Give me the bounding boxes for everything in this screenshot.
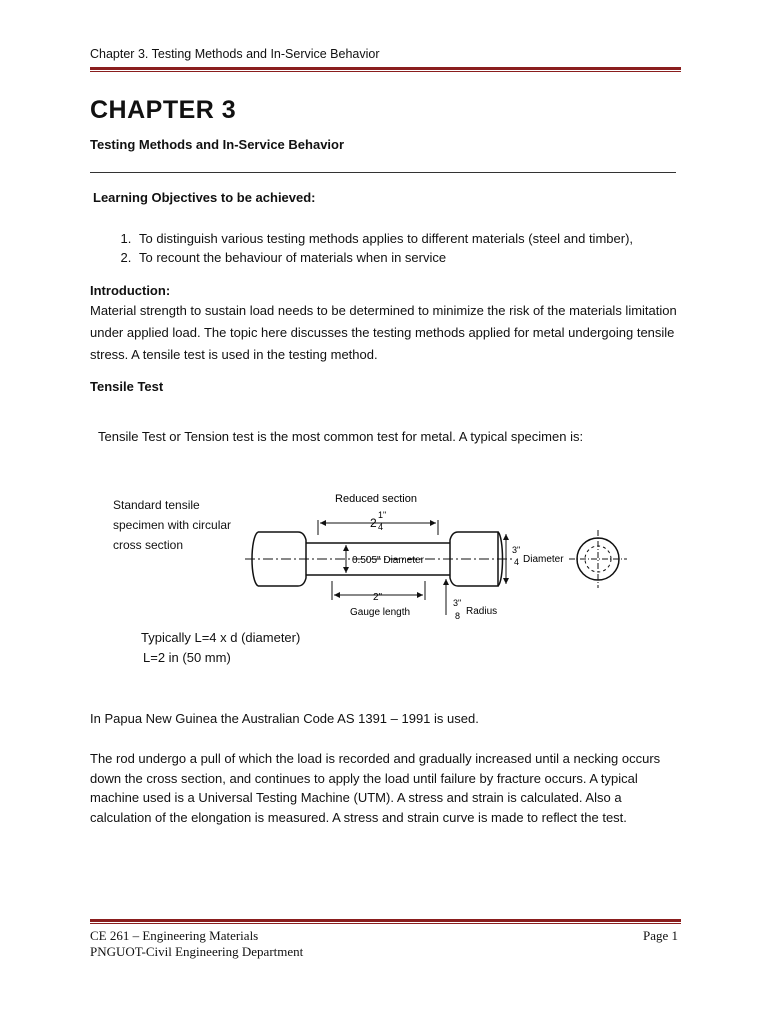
chapter-title: CHAPTER 3 [90, 96, 237, 124]
footer-rule-thin [90, 923, 681, 924]
end-diameter-num: 3" [512, 545, 521, 555]
tensile-specimen-diagram [240, 485, 630, 625]
objective-item: 1. To distinguish various testing methods applies to different materials (steel and timber), [135, 229, 735, 248]
cross-section-axes [569, 530, 627, 588]
reduced-den: 4 [378, 522, 384, 532]
specimen-caption: Standard tensile specimen with circular cross section [113, 498, 232, 552]
gauge-value: 2" [373, 592, 383, 603]
introduction-body: Material strength to sustain load needs to be determined to minimize the risk of the materials limitation under applied load. The topic here discusses the testing methods applied for metal undergoing tensile stress. A tensile test is used in the testing method. [90, 303, 677, 362]
tensile-test-intro: Tensile Test or Tension test is the most common test for metal. A typical specimen is: [98, 429, 584, 444]
end-diameter-den: 4 [514, 557, 520, 567]
typical-length-formula: Typically L=4 x d (diameter) [141, 630, 301, 645]
end-diameter-label: Diameter [523, 554, 564, 565]
footer-course: CE 261 – Engineering Materials [90, 928, 259, 943]
objective-item: 2. To recount the behaviour of materials when in service [135, 248, 735, 267]
objectives-heading: Learning Objectives to be achieved: [93, 190, 316, 205]
footer-department: PNGUOT-Civil Engineering Department [90, 944, 304, 959]
header-rule-thin [90, 71, 681, 72]
reduced-num: 1" [378, 510, 387, 520]
typical-length-value: L=2 in (50 mm) [143, 650, 231, 665]
procedure-paragraph: The rod undergo a pull of which the load is recorded and gradually increased until a necking occurs down the cross section, and continues to apply the load until failure by fracture occurs. A typical machine used is a Universal Testing Machine (UTM). A stress and strain is calculated. Also a calculation of the elongation is measured. A stress and strain curve is made to reflect the test. [90, 751, 661, 825]
reduced-section-label: Reduced section [335, 493, 417, 505]
objectives-list [90, 229, 735, 267]
chapter-subtitle: Testing Methods and In-Service Behavior [90, 137, 345, 152]
tensile-test-heading: Tensile Test [90, 379, 164, 394]
running-header: Chapter 3. Testing Methods and In-Service Behavior [90, 47, 380, 61]
header-rule-thick [90, 67, 681, 70]
subtitle-underline [90, 172, 676, 173]
footer-rule-thick [90, 919, 681, 922]
radius-num: 3" [453, 598, 462, 608]
code-reference: In Papua New Guinea the Australian Code AS 1391 – 1991 is used. [90, 711, 479, 726]
page-number: Page 1 [642, 928, 678, 943]
reduced-whole: 2 [370, 516, 377, 530]
gauge-label: Gauge length [350, 607, 411, 618]
introduction-heading: Introduction: [90, 283, 171, 298]
radius-den: 8 [455, 611, 461, 621]
radius-label: Radius [466, 606, 498, 617]
diameter-label: 0.505" Diameter [352, 555, 424, 566]
